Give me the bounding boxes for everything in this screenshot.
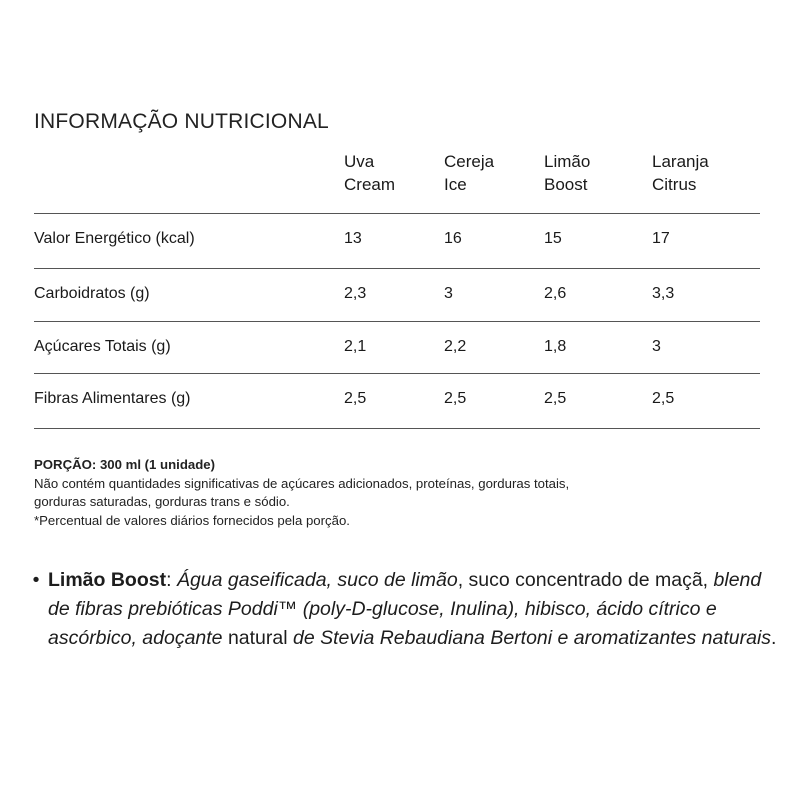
nutrition-notes [34,456,754,530]
table-cell: 16 [444,230,462,247]
column-header-line: Laranja [652,152,709,171]
table-cell: 17 [652,230,670,247]
ingredients-part: blend de fibras prebióticas Poddi™ (poly-D-glucose, Inulina), hibisco, ácido cítrico e ascórbico, adoçante [48,569,762,649]
ingredients-part: natural [222,627,293,649]
table-cell: 1,8 [544,338,567,355]
ingredients-list-item [26,566,786,653]
column-header-limao-boost [544,150,664,196]
table-row [34,214,760,266]
column-header-line: Cream [344,175,396,194]
nutrition-title: INFORMAÇÃO NUTRICIONAL [34,110,329,133]
table-cell: 2,3 [344,285,367,302]
ingredients-part: . [771,627,777,649]
column-header-line: Ice [444,175,467,194]
column-header-line: Citrus [652,175,697,194]
ingredients-part: de Stevia Rebaudiana Bertoni e aromatizantes naturais [293,627,772,649]
table-cell: 3 [652,338,661,355]
table-row [34,322,760,374]
separator: : [166,569,177,591]
table-cell: 2,5 [344,390,367,407]
column-header-line: Cereja [444,152,495,171]
table-cell: 3 [444,285,453,302]
table-cell: 3,3 [652,285,675,302]
row-label: Carboidratos (g) [34,285,150,302]
ingredients-part: Água gaseificada, suco de limão [176,569,458,591]
note-line: Não contém quantidades significativas de açúcares adicionados, proteínas, gorduras totais, [34,475,570,491]
serving-size: PORÇÃO: 300 ml (1 unidade) [34,457,215,472]
column-header-line: Boost [544,175,588,194]
row-label: Açúcares Totais (g) [34,338,171,355]
note-line: gorduras saturadas, gorduras trans e sódio. [34,494,290,509]
table-cell: 2,6 [544,285,567,302]
table-cell: 2,1 [344,338,367,355]
table-cell: 13 [344,230,362,247]
ingredients-part: , suco concentrado de maçã, [457,569,714,591]
nutrition-table [34,148,760,407]
column-header-laranja-citrus [652,150,772,196]
row-label: Valor Energético (kcal) [34,230,195,247]
column-header-line: Limão [544,152,591,171]
table-divider [34,428,760,429]
table-header [34,148,760,212]
table-cell: 2,2 [444,338,467,355]
table-cell: 2,5 [444,390,467,407]
table-cell: 15 [544,230,562,247]
table-row [34,269,760,321]
ingredients-text [48,566,786,653]
column-header-line: Uva [344,152,375,171]
note-line: *Percentual de valores diários fornecidos pela porção. [34,512,350,528]
product-name: Limão Boost [48,569,167,591]
row-label: Fibras Alimentares (g) [34,390,191,407]
table-cell: 2,5 [652,390,675,407]
bullet-icon: • [32,569,40,591]
table-row [34,374,760,426]
table-cell: 2,5 [544,390,567,407]
